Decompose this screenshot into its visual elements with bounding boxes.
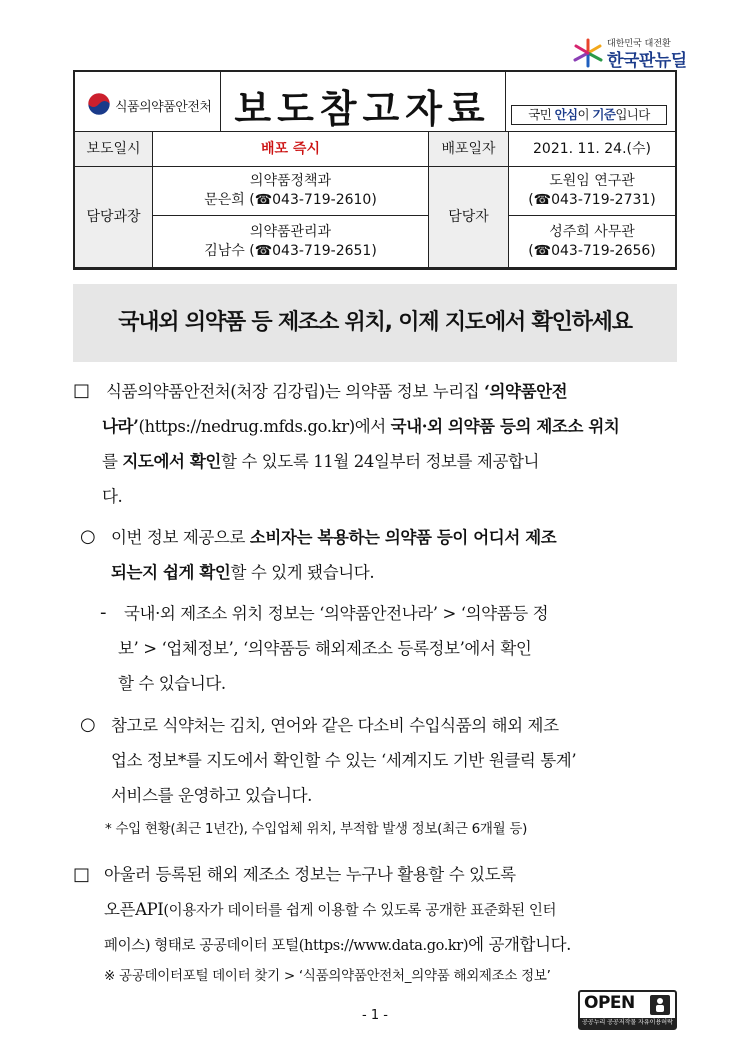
paragraph-1-line-3 — [102, 444, 539, 479]
person-1-name: 도원임 연구관 — [549, 173, 635, 189]
text-run: 식품의약품안전처(처장 김강립)는 의약품 정보 누리집 — [106, 382, 485, 401]
agency-name: 식품의약품안전처 — [115, 100, 212, 115]
footnote-data-portal: ※ 공공데이터포털 데이터 찾기 > ‘식품의약품안전처_의약품 해외제조소 정보’ — [104, 968, 551, 984]
dash-bullet: - — [100, 602, 107, 623]
person-label: 담당자 — [429, 167, 509, 267]
slogan-accent: 안심 — [554, 107, 578, 122]
page-number: - 1 - — [362, 1008, 388, 1023]
government-emblem-icon — [87, 92, 111, 116]
department-2-contact: 김남수 (☎043-719-2651) — [204, 242, 377, 259]
paragraph-2-line-1 — [111, 520, 556, 555]
title-cell — [220, 72, 506, 132]
person-1 — [509, 167, 675, 216]
person-2 — [509, 216, 675, 267]
new-deal-star-icon — [571, 38, 605, 68]
slogan-accent: 기준 — [592, 107, 616, 122]
paragraph-4-line-2: 업소 정보*를 지도에서 확인할 수 있는 ‘세계지도 기반 원클릭 통계’ — [111, 751, 577, 770]
text-run: 할 수 있도록 11월 24일부터 정보를 제공합니 — [220, 452, 540, 471]
open-label: OPEN — [584, 993, 635, 1013]
brand-tagline: 대한민국 대전환 — [607, 39, 671, 49]
department-1-name: 의약품정책과 — [249, 173, 332, 189]
text-run: 할 수 있게 됐습니다. — [230, 563, 375, 582]
paragraph-5-line-2 — [104, 892, 556, 929]
document-title: 보도참고자료 — [234, 87, 491, 131]
slogan-part: 입니다 — [615, 107, 650, 122]
distribution-date-value: 2021. 11. 24.(수) — [509, 132, 675, 167]
korean-new-deal-logo — [571, 36, 687, 71]
distribution-date-label: 배포일자 — [429, 132, 509, 167]
department-1-contact: 문은희 (☎043-719-2610) — [204, 192, 377, 208]
paragraph-4-line-1: 참고로 식약처는 김치, 연어와 같은 다소비 수입식품의 해외 제조 — [111, 716, 559, 735]
paragraph-5-line-1: 아울러 등록된 해외 제조소 정보는 누구나 활용할 수 있도록 — [104, 865, 516, 884]
circle-bullet: ○ — [80, 714, 96, 735]
text-run: 를 — [102, 452, 123, 471]
headline: 국내외 의약품 등 제조소 위치, 이제 지도에서 확인하세요 — [73, 284, 677, 362]
press-header — [73, 70, 677, 132]
person-2-name: 성주희 사무관 — [549, 223, 635, 240]
paragraph-3-line-2: 보’ > ‘업체정보’, ‘의약품등 해외제조소 등록정보’에서 확인 — [118, 639, 532, 658]
text-small: 페이스) 형태로 공공데이터 포털 — [104, 938, 299, 954]
agency-cell — [75, 72, 221, 132]
text-bold: 지도에서 확인 — [122, 452, 221, 471]
person-1-contact: (☎043-719-2731) — [528, 192, 656, 208]
slogan-part: 이 — [577, 107, 593, 122]
text-bold: ‘의약품안전 — [484, 382, 568, 401]
brand-name: 한국판뉴딜 — [607, 51, 687, 71]
text-bold: 되는지 쉽게 확인 — [111, 563, 231, 582]
release-date-value: 배포 즉시 — [153, 132, 429, 167]
department-label: 담당과장 — [75, 167, 153, 267]
paragraph-3-line-1: 국내·외 제조소 위치 정보는 ‘의약품안전나라’ > ‘의약품등 정 — [124, 604, 549, 623]
department-1 — [153, 167, 429, 216]
text-bold: 나라’ — [102, 417, 139, 436]
text-run: 에 공개합니다. — [468, 935, 572, 954]
contact-table — [73, 132, 677, 270]
person-2-contact: (☎043-719-2656) — [528, 242, 656, 259]
text-run: 이번 정보 제공으로 — [111, 528, 250, 547]
open-license-text: 공공누리 공공저작물 자유이용허락 — [580, 1018, 675, 1028]
department-2 — [153, 216, 429, 267]
slogan — [511, 105, 667, 125]
link-text: (https://nedrug.mfds.go.kr)에서 — [138, 417, 391, 436]
paragraph-1-line-1 — [106, 374, 567, 409]
paragraph-5-line-3 — [104, 927, 571, 964]
text-bold: 소비자는 복용하는 의약품 등이 어디서 제조 — [249, 528, 557, 547]
paragraph-3-line-3: 할 수 있습니다. — [118, 674, 226, 693]
department-2-name: 의약품관리과 — [249, 223, 332, 240]
footnote-import-info: * 수입 현황(최근 1년간), 수입업체 위치, 부적합 발생 정보(최근 6개월 등) — [105, 821, 528, 837]
square-bullet: □ — [73, 380, 91, 401]
text-small: (이용자가 데이터를 쉽게 이용할 수 있도록 공개한 표준화된 인터 — [163, 903, 557, 919]
paragraph-1-line-2 — [102, 409, 619, 444]
slogan-cell — [505, 72, 675, 132]
paragraph-2-line-2 — [111, 555, 374, 590]
link-text: (https://www.data.go.kr) — [298, 938, 469, 954]
paragraph-4-line-3: 서비스를 운영하고 있습니다. — [111, 786, 313, 805]
text-bold: 국내·외 의약품 등의 제조소 위치 — [390, 417, 620, 436]
circle-bullet: ○ — [80, 526, 96, 547]
text-run: 오픈API — [104, 900, 164, 919]
slogan-part: 국민 — [528, 107, 555, 122]
paragraph-1-line-4: 다. — [102, 487, 123, 506]
release-date-label: 보도일시 — [75, 132, 153, 167]
square-bullet: □ — [73, 864, 91, 885]
